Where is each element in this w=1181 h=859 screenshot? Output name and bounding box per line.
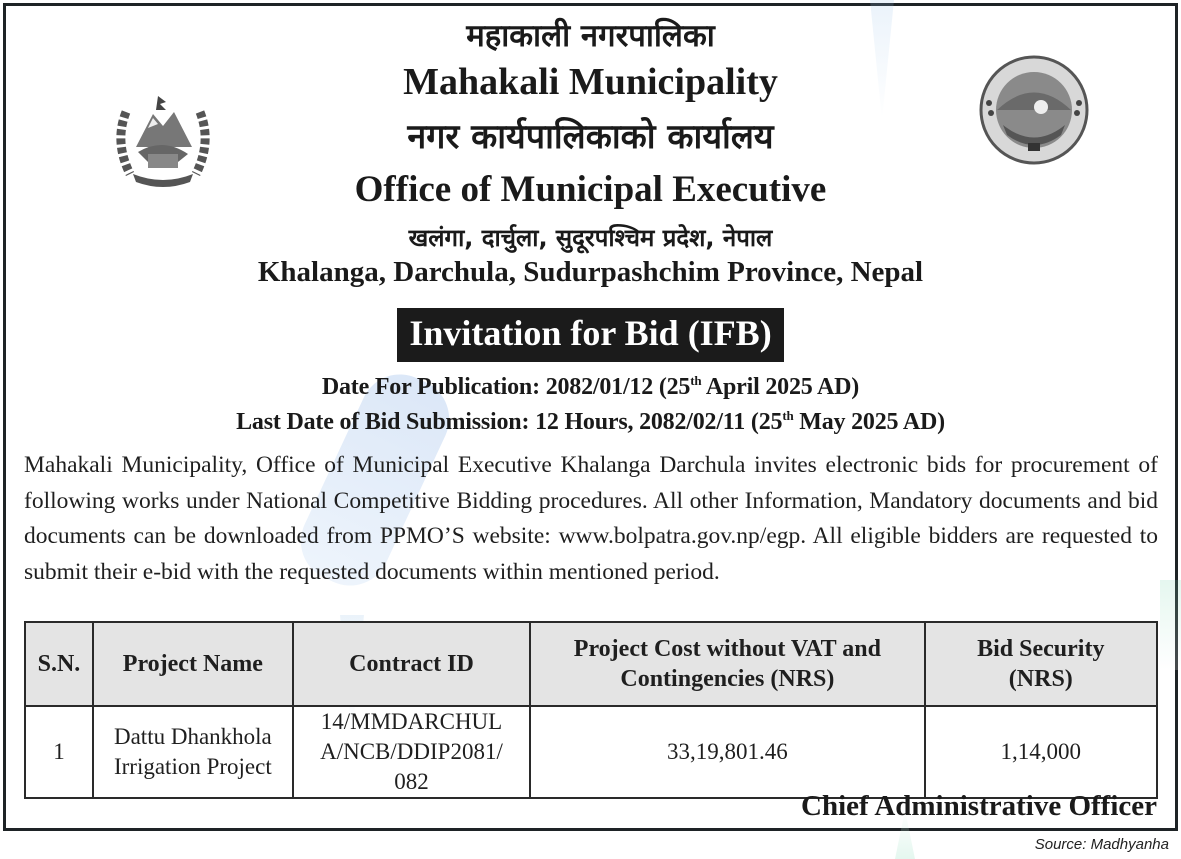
publication-date-bs: 2082/01/12	[545, 374, 654, 400]
header-sn: S.N.	[25, 622, 93, 706]
cell-bid-security: 1,14,000	[925, 706, 1157, 798]
cell-project-name: Dattu Dhankhola Irrigation Project	[93, 706, 293, 798]
submission-date-ad-rest: May 2025 AD)	[793, 409, 945, 435]
table-header-row	[25, 622, 1157, 706]
municipality-name-english: Mahakali Municipality	[403, 61, 778, 103]
notice-title: Invitation for Bid (IFB)	[397, 308, 783, 362]
office-name-nepali: नगर कार्यपालिकाको कार्यालय	[407, 117, 774, 157]
ordinal-suffix: th	[690, 373, 702, 388]
source-credit: Source: Madhyanha	[1034, 836, 1169, 853]
submission-date-line	[0, 409, 1181, 436]
bid-table	[24, 621, 1158, 799]
table-row	[25, 706, 1157, 798]
office-name-english: Office of Municipal Executive	[354, 169, 827, 210]
publication-date-label: Date For Publication:	[321, 374, 540, 400]
title-banner	[0, 308, 1181, 362]
publication-date-ad-day: (25	[658, 374, 691, 400]
submission-date-bs: 12 Hours, 2082/02/11	[535, 409, 746, 435]
publication-date-line	[0, 374, 1181, 401]
cell-project-cost: 33,19,801.46	[530, 706, 924, 798]
publication-date-ad-rest: April 2025 AD)	[701, 374, 860, 400]
cell-contract-id: 14/MMDARCHULA/NCB/DDIP2081/082	[293, 706, 530, 798]
header-project-cost: Project Cost without VAT and Contingencies (NRS)	[530, 622, 924, 706]
cell-sn: 1	[25, 706, 93, 798]
submission-date-ad-day: (25	[750, 409, 783, 435]
header-bid-security: Bid Security (NRS)	[925, 622, 1157, 706]
header-contract-id: Contract ID	[293, 622, 530, 706]
header-project-name: Project Name	[93, 622, 293, 706]
notice-body: Mahakali Municipality, Office of Municipal Executive Khalanga Darchula invites electronic bids for procurement of following works under National Competitive Bidding procedures. All other Information, Mandatory documents and bid documents can be downloaded from PPMO’S website: www.bolpatra.gov.np/egp. All eligible bidders are requested to submit their e-bid with the requested documents within mentioned period.	[24, 452, 1158, 585]
signatory: Chief Administrative Officer	[801, 790, 1157, 822]
address-english: Khalanga, Darchula, Sudurpashchim Province, Nepal	[257, 256, 924, 288]
municipality-name-nepali: महाकाली नगरपालिका	[466, 18, 715, 54]
ordinal-suffix: th	[782, 408, 794, 423]
address-nepali: खलंगा, दार्चुला, सुदूरपश्चिम प्रदेश, नेपाल	[408, 224, 773, 252]
submission-date-label: Last Date of Bid Submission:	[236, 409, 530, 435]
